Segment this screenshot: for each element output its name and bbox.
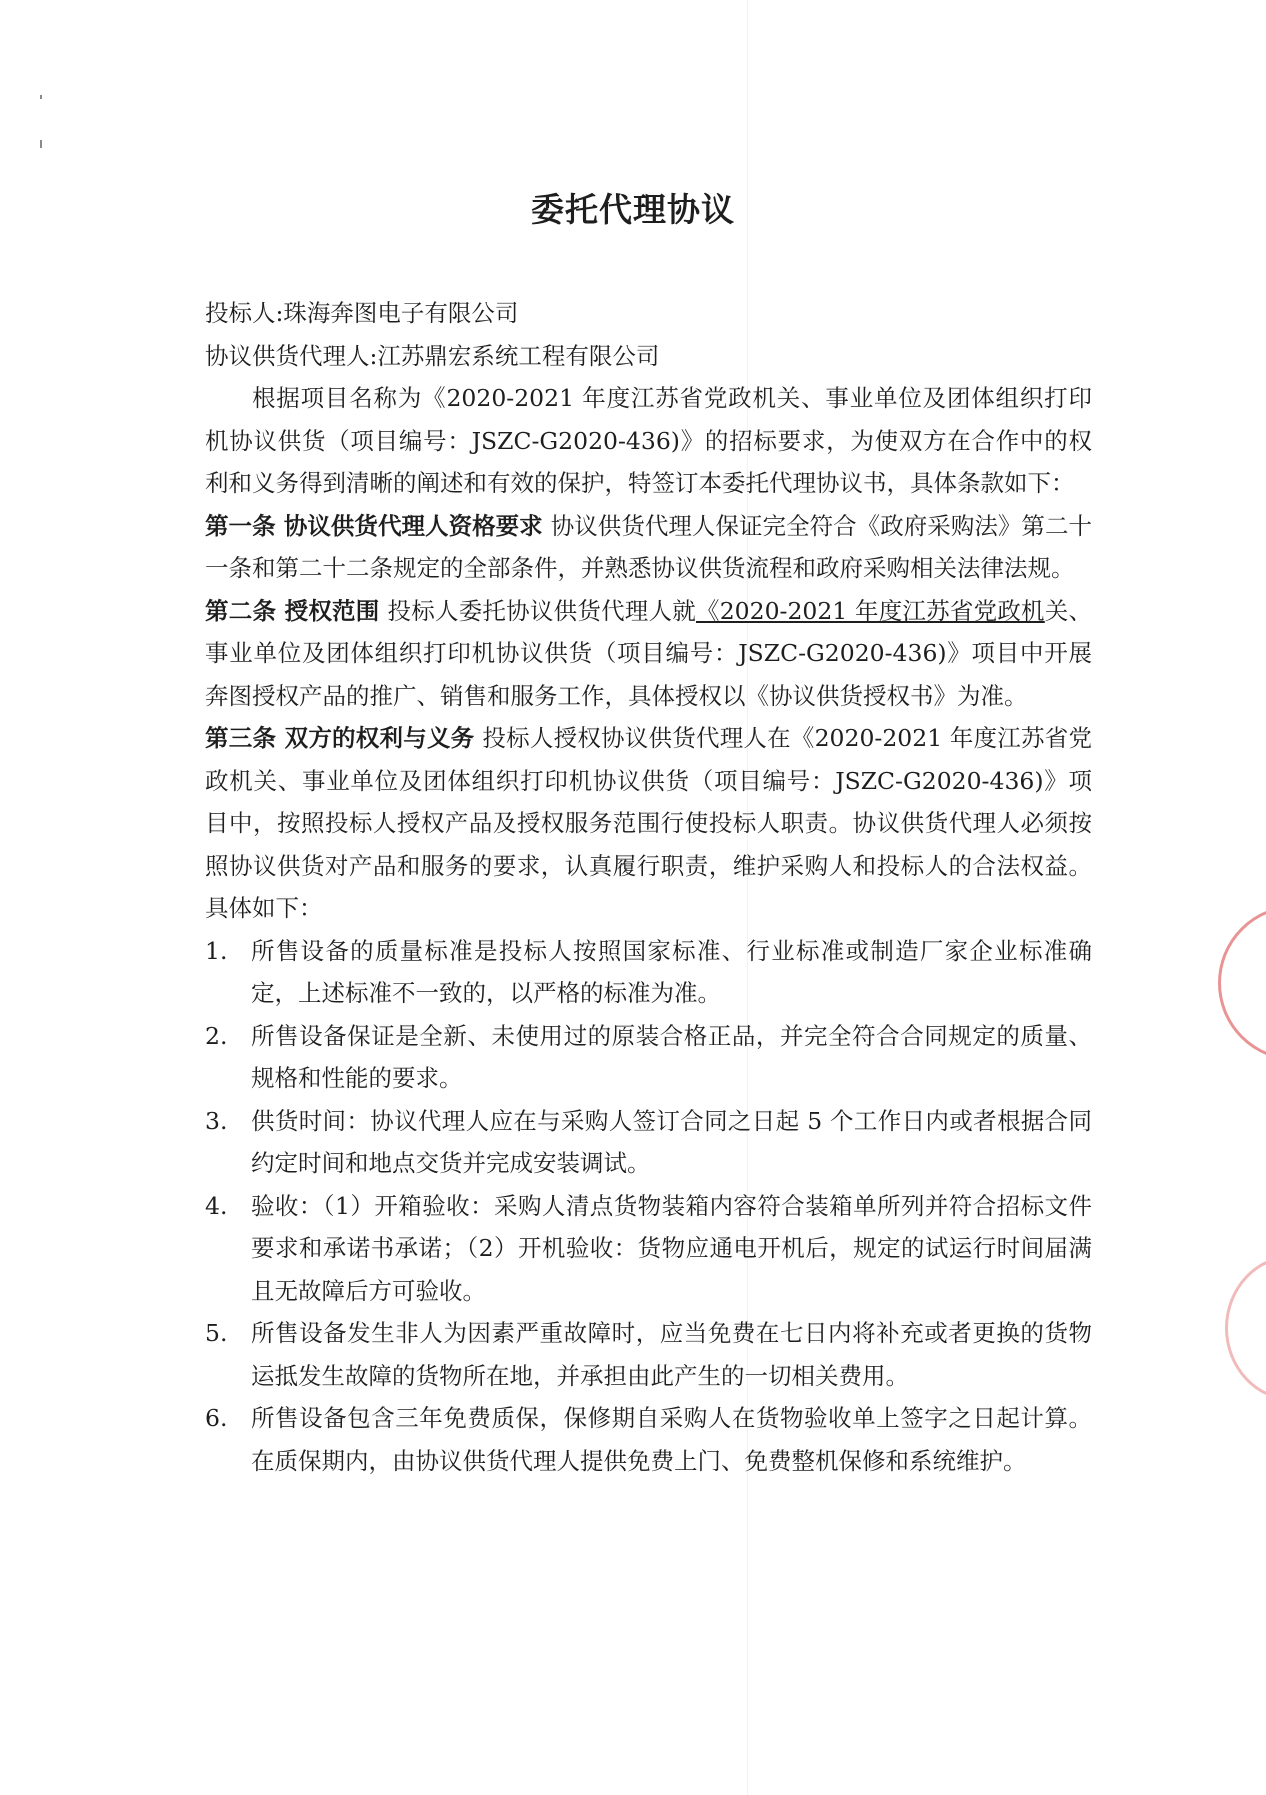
list-item-number: 4. xyxy=(205,1191,228,1220)
list-item xyxy=(205,1185,1092,1313)
red-seal-stamp xyxy=(1218,905,1266,1061)
article-2-text-pre: 投标人委托协议供货代理人就 xyxy=(387,596,696,625)
list-item-text: 所售设备的质量标准是投标人按照国家标准、行业标准或制造厂家企业标准确定，上述标准不一致的，以严格的标准为准。 xyxy=(251,936,1092,1007)
agent-line: 协议供货代理人:江苏鼎宏系统工程有限公司 xyxy=(205,341,660,370)
list-item-text: 供货时间：协议代理人应在与采购人签订合同之日起 5 个工作日内或者根据合同约定时间和地点交货并完成安装调试。 xyxy=(251,1106,1092,1177)
article-1-text: 协议供货代理人保证完全符合《政府采购法》第二十一条和第二十二条规定的全部条件，并熟悉协议供货流程和政府采购相关法律法规。 xyxy=(205,511,1092,582)
list-item xyxy=(205,1312,1092,1397)
list-item-number: 3. xyxy=(205,1106,228,1135)
obligations-list xyxy=(205,930,1092,1483)
list-item xyxy=(205,1100,1092,1185)
article-3-text: 投标人授权协议供货代理人在《2020-2021 年度江苏省党政机关、事业单位及团体组织打印机协议供货（项目编号：JSZC-G2020-436)》项目中，按照投标人授权产品及授权服务范围行使投标人职责。协议供货代理人必须按照协议供货对产品和服务的要求，认真履行职责，维护采购人和投标人的合法权益。具体如下： xyxy=(205,724,1092,922)
article-2-text-underline: 《2020-2021 年度江苏省党政机 xyxy=(695,596,1045,625)
scan-mark xyxy=(40,95,42,99)
article-2-title: 第二条 授权范围 xyxy=(205,596,380,625)
document-body xyxy=(205,292,1092,1482)
scan-mark xyxy=(40,140,42,148)
article-1-title: 第一条 协议供货代理人资格要求 xyxy=(205,511,543,540)
article-1 xyxy=(205,505,1092,590)
list-item-number: 6. xyxy=(205,1404,228,1432)
article-3 xyxy=(205,717,1092,930)
article-3-title: 第三条 双方的权利与义务 xyxy=(205,724,475,752)
bidder-line: 投标人:珠海奔图电子有限公司 xyxy=(205,299,519,327)
red-seal-stamp xyxy=(1225,1255,1266,1401)
article-2-text-post: 关、事业单位及团体组织打印机协议供货（项目编号：JSZC-G2020-436)》项目中开展奔图授权产品的推广、销售和服务工作，具体授权以《协议供货授权书》为准。 xyxy=(205,596,1093,710)
list-item xyxy=(205,1015,1092,1100)
list-item xyxy=(205,1397,1092,1482)
list-item-number: 5. xyxy=(205,1319,228,1347)
list-item xyxy=(205,930,1092,1015)
intro-paragraph: 根据项目名称为《2020-2021 年度江苏省党政机关、事业单位及团体组织打印机协议供货（项目编号：JSZC-G2020-436)》的招标要求，为使双方在合作中的权利和义务得到清晰的阐述和有效的保护，特签订本委托代理协议书，具体条款如下： xyxy=(205,384,1092,497)
list-item-number: 2. xyxy=(205,1021,228,1050)
list-item-number: 1. xyxy=(205,936,228,965)
list-item-text: 所售设备发生非人为因素严重故障时，应当免费在七日内将补充或者更换的货物运抵发生故障的货物所在地，并承担由此产生的一切相关费用。 xyxy=(251,1319,1092,1390)
list-item-text: 所售设备保证是全新、未使用过的原装合格正品，并完全符合合同规定的质量、规格和性能的要求。 xyxy=(251,1021,1092,1092)
article-2 xyxy=(205,590,1092,718)
document-title: 委托代理协议 xyxy=(531,190,735,230)
list-item-text: 验收：（1）开箱验收：采购人清点货物装箱内容符合装箱单所列并符合招标文件要求和承诺书承诺；（2）开机验收：货物应通电开机后，规定的试运行时间届满且无故障后方可验收。 xyxy=(251,1191,1092,1305)
list-item-text: 所售设备包含三年免费质保，保修期自采购人在货物验收单上签字之日起计算。在质保期内，由协议供货代理人提供免费上门、免费整机保修和系统维护。 xyxy=(251,1404,1092,1475)
